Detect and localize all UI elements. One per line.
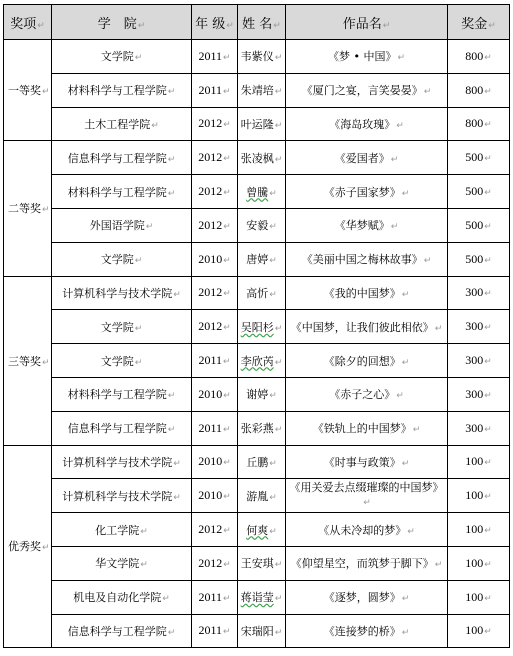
work-cell: 《美丽中国之梅林故事》↵ [286,242,448,276]
name-cell: 王安琪↵ [238,546,286,580]
college-cell: 计算机科学与技术学院↵ [52,445,192,479]
college-cell: 文学院↵ [52,344,192,378]
college-cell: 文学院↵ [52,40,192,74]
prize-cell: 500↵ [448,175,510,209]
prize-cell: 100↵ [448,546,510,580]
table-row [4,479,510,513]
header-award: 奖项↵ [4,5,52,40]
table-row [4,344,510,378]
year-cell: 2010↵ [192,242,238,276]
work-cell: 《赤子之心》↵ [286,377,448,411]
name-cell: 何爽↵ [238,513,286,547]
year-cell: 2012↵ [192,276,238,310]
college-cell: 计算机科学与技术学院↵ [52,276,192,310]
name-cell: 高忻↵ [238,276,286,310]
table-row [4,40,510,74]
year-cell: 2012↵ [192,546,238,580]
header-prize: 奖金↵ [448,5,510,40]
name-cell: 宋瑞阳↵ [238,614,286,648]
year-cell: 2011↵ [192,614,238,648]
work-cell: 《从未冷却的梦》↵ [286,513,448,547]
year-cell: 2012↵ [192,513,238,547]
table-row [4,580,510,614]
name-cell: 李欣芮↵ [238,344,286,378]
college-cell: 材料科学与工程学院↵ [52,73,192,107]
header-work: 作品名↵ [286,5,448,40]
header-college: 学 院↵ [52,5,192,40]
year-cell: 2011↵ [192,73,238,107]
table-row [4,73,510,107]
name-cell: 张彩燕↵ [238,411,286,445]
name-cell: 游胤↵ [238,479,286,513]
prize-cell: 300↵ [448,411,510,445]
prize-cell: 300↵ [448,276,510,310]
year-cell: 2010↵ [192,479,238,513]
year-cell: 2011↵ [192,40,238,74]
table-row [4,175,510,209]
work-cell: 《时事与政策》↵ [286,445,448,479]
year-cell: 2012↵ [192,107,238,141]
prize-cell: 300↵ [448,310,510,344]
work-cell: 《爱国者》↵ [286,141,448,175]
college-cell: 信息科学与工程学院↵ [52,141,192,175]
college-cell: 文学院↵ [52,242,192,276]
name-cell: 叶运隆↵ [238,107,286,141]
prize-cell: 500↵ [448,141,510,175]
year-cell: 2010↵ [192,377,238,411]
college-cell: 化工学院↵ [52,513,192,547]
college-cell: 信息科学与工程学院↵ [52,614,192,648]
work-cell: 《连接梦的桥》↵ [286,614,448,648]
college-cell: 材料科学与工程学院↵ [52,377,192,411]
work-cell: 《梦 • 中国》↵ [286,40,448,74]
work-cell: 《用关爱去点缀璀璨的中国梦》↵ [286,479,448,513]
name-cell: 韦紫仪↵ [238,40,286,74]
college-cell: 机电及自动化学院↵ [52,580,192,614]
college-cell: 土木工程学院↵ [52,107,192,141]
prize-cell: 100↵ [448,513,510,547]
prize-cell: 300↵ [448,344,510,378]
college-cell: 外国语学院↵ [52,208,192,242]
year-cell: 2011↵ [192,411,238,445]
year-cell: 2012↵ [192,175,238,209]
award-level-third: 三等奖↵ [4,276,52,445]
table-row [4,513,510,547]
name-cell: 曾騰↵ [238,175,286,209]
prize-cell: 800↵ [448,40,510,74]
name-cell: 蒋诣莹↵ [238,580,286,614]
name-cell: 朱靖培↵ [238,73,286,107]
table-row [4,377,510,411]
table-row [4,546,510,580]
table-row [4,614,510,648]
work-cell: 《中国梦，让我们彼此相依》↵ [286,310,448,344]
year-cell: 2011↵ [192,344,238,378]
work-cell: 《华梦赋》↵ [286,208,448,242]
work-cell: 《仰望星空，而筑梦于脚下》↵ [286,546,448,580]
work-cell: 《除夕的回想》↵ [286,344,448,378]
year-cell: 2012↵ [192,208,238,242]
college-cell: 计算机科学与技术学院↵ [52,479,192,513]
header-year: 年 级↵ [192,5,238,40]
header-name: 姓 名↵ [238,5,286,40]
year-cell: 2010↵ [192,445,238,479]
name-cell: 丘鹏↵ [238,445,286,479]
college-cell: 信息科学与工程学院↵ [52,411,192,445]
table-row [4,310,510,344]
work-cell: 《逐梦，圆梦》↵ [286,580,448,614]
work-cell: 《海岛玫瑰》↵ [286,107,448,141]
table-row [4,208,510,242]
header-row [4,5,510,40]
table-row [4,411,510,445]
table-row [4,276,510,310]
name-cell: 安毅↵ [238,208,286,242]
table-row [4,107,510,141]
awards-table [3,4,510,648]
prize-cell: 800↵ [448,73,510,107]
work-cell: 《铁轨上的中国梦》↵ [286,411,448,445]
year-cell: 2012↵ [192,310,238,344]
table-row [4,242,510,276]
prize-cell: 100↵ [448,479,510,513]
work-cell: 《厦门之宴，言笑晏晏》↵ [286,73,448,107]
award-level-first: 一等奖↵ [4,40,52,141]
prize-cell: 100↵ [448,614,510,648]
work-cell: 《我的中国梦》↵ [286,276,448,310]
work-cell: 《赤子国家梦》↵ [286,175,448,209]
year-cell: 2011↵ [192,580,238,614]
table-row [4,445,510,479]
award-level-excellent: 优秀奖↵ [4,445,52,648]
prize-cell: 500↵ [448,208,510,242]
college-cell: 材料科学与工程学院↵ [52,175,192,209]
college-cell: 华文学院↵ [52,546,192,580]
award-level-second: 二等奖↵ [4,141,52,276]
college-cell: 文学院↵ [52,310,192,344]
prize-cell: 800↵ [448,107,510,141]
prize-cell: 300↵ [448,377,510,411]
prize-cell: 100↵ [448,445,510,479]
name-cell: 张凌枫↵ [238,141,286,175]
name-cell: 吴阳杉↵ [238,310,286,344]
year-cell: 2012↵ [192,141,238,175]
name-cell: 谢婷↵ [238,377,286,411]
prize-cell: 100↵ [448,580,510,614]
prize-cell: 500↵ [448,242,510,276]
table-row [4,141,510,175]
name-cell: 唐婷↵ [238,242,286,276]
